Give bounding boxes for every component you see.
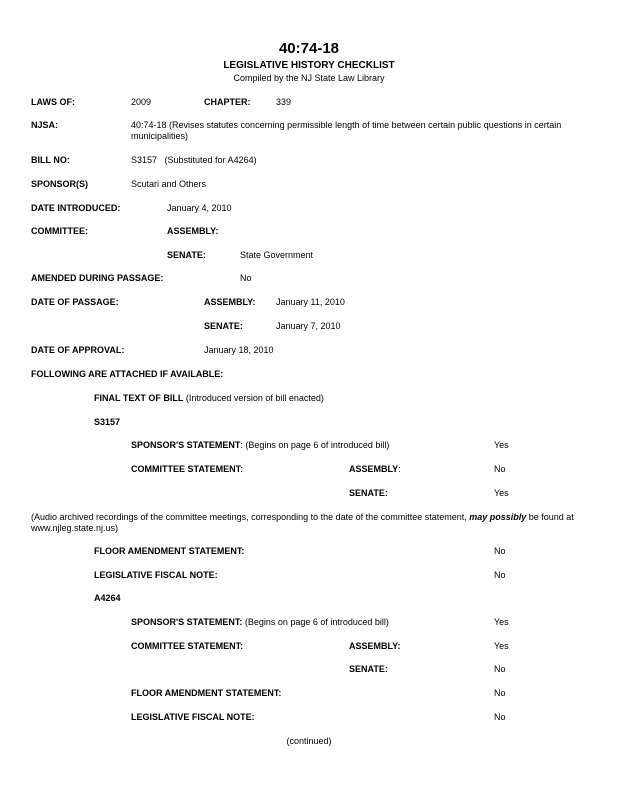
bill-no-label: BILL NO: <box>31 155 70 165</box>
audio-archive-note <box>31 512 606 534</box>
attached-heading: FOLLOWING ARE ATTACHED IF AVAILABLE: <box>31 369 224 379</box>
a4264-sponsor-statement-note: (Begins on page 6 of introduced bill) <box>242 617 389 627</box>
s3157-committee-senate-value: Yes <box>494 488 509 498</box>
audio-note-part2: be found at www.njleg.state.nj.us) <box>31 512 574 533</box>
passage-senate-label: SENATE: <box>204 321 243 331</box>
njsa-value: 40:74-18 (Revises statutes concerning permissible length of time between certain public questions in certain municipalities) <box>131 120 562 141</box>
s3157-sponsor-statement-label: SPONSOR'S STATEMENT <box>131 440 241 450</box>
s3157-committee-assembly-label: ASSEMBLY <box>349 464 399 474</box>
amended-label: AMENDED DURING PASSAGE: <box>31 273 164 283</box>
laws-of-value: 2009 <box>131 97 152 107</box>
bill-s3157-heading: S3157 <box>94 417 121 427</box>
a4264-sponsor-statement <box>131 617 389 628</box>
final-text-label: FINAL TEXT OF BILL <box>94 393 184 403</box>
final-text-note: (Introduced version of bill enacted) <box>183 393 324 403</box>
a4264-sponsor-statement-label: SPONSOR'S STATEMENT: <box>131 617 243 627</box>
passage-label: DATE OF PASSAGE: <box>31 297 119 307</box>
bill-no-value: S3157 (Substituted for A4264) <box>131 155 257 165</box>
s3157-committee-assembly-value: No <box>494 464 506 474</box>
a4264-fiscal-note-value: No <box>494 712 506 722</box>
s3157-committee-statement-label: COMMITTEE STATEMENT: <box>131 464 244 474</box>
a4264-committee-statement-label: COMMITTEE STATEMENT: <box>131 641 244 651</box>
s3157-committee-assembly <box>349 464 401 475</box>
approval-value: January 18, 2010 <box>204 345 274 355</box>
s3157-sponsor-statement <box>131 440 389 451</box>
committee-assembly-label: ASSEMBLY: <box>167 226 219 236</box>
a4264-fiscal-note-label: LEGISLATIVE FISCAL NOTE: <box>131 712 255 722</box>
sponsors-label: SPONSOR(S) <box>31 179 89 189</box>
date-introduced-label: DATE INTRODUCED: <box>31 203 121 213</box>
a4264-floor-amendment-label: FLOOR AMENDMENT STATEMENT: <box>131 688 282 698</box>
a4264-sponsor-statement-value: Yes <box>494 617 509 627</box>
continued-note: (continued) <box>286 736 332 746</box>
laws-of-label: LAWS OF: <box>31 97 75 107</box>
page-subtitle: LEGISLATIVE HISTORY CHECKLIST <box>223 60 395 71</box>
audio-note-part1: (Audio archived recordings of the committee meetings, corresponding to the date of the committee statement, <box>31 512 470 522</box>
a4264-committee-senate-label: SENATE: <box>349 664 388 674</box>
passage-assembly-label: ASSEMBLY: <box>204 297 256 307</box>
s3157-sponsor-statement-value: Yes <box>494 440 509 450</box>
passage-senate-value: January 7, 2010 <box>276 321 341 331</box>
final-text-line <box>94 393 324 404</box>
amended-value: No <box>240 273 252 283</box>
committee-senate-value: State Government <box>240 250 314 260</box>
s3157-floor-amendment-label: FLOOR AMENDMENT STATEMENT: <box>94 546 245 556</box>
sponsors-value: Scutari and Others <box>131 179 207 189</box>
s3157-sponsor-statement-note: : (Begins on page 6 of introduced bill) <box>240 440 390 450</box>
s3157-fiscal-note-label: LEGISLATIVE FISCAL NOTE: <box>94 570 218 580</box>
compiled-by: Compiled by the NJ State Law Library <box>233 73 385 83</box>
s3157-fiscal-note-value: No <box>494 570 506 580</box>
chapter-value: 339 <box>276 97 292 107</box>
s3157-floor-amendment-value: No <box>494 546 506 556</box>
bill-a4264-heading: A4264 <box>94 593 121 603</box>
chapter-label: CHAPTER: <box>204 97 251 107</box>
audio-note-emphasis: may possibly <box>469 512 527 522</box>
committee-label: COMMITTEE: <box>31 226 88 236</box>
a4264-committee-senate-value: No <box>494 664 506 674</box>
s3157-committee-assembly-colon: : <box>398 464 401 474</box>
a4264-floor-amendment-value: No <box>494 688 506 698</box>
date-introduced-value: January 4, 2010 <box>167 203 232 213</box>
njsa-label: NJSA: <box>31 120 59 130</box>
s3157-committee-senate-label: SENATE: <box>349 488 388 498</box>
passage-assembly-value: January 11, 2010 <box>276 297 345 307</box>
page-title: 40:74-18 <box>278 40 340 57</box>
a4264-committee-assembly-value: Yes <box>494 641 509 651</box>
a4264-committee-assembly-label: ASSEMBLY: <box>349 641 401 651</box>
committee-senate-label: SENATE: <box>167 250 206 260</box>
approval-label: DATE OF APPROVAL: <box>31 345 125 355</box>
